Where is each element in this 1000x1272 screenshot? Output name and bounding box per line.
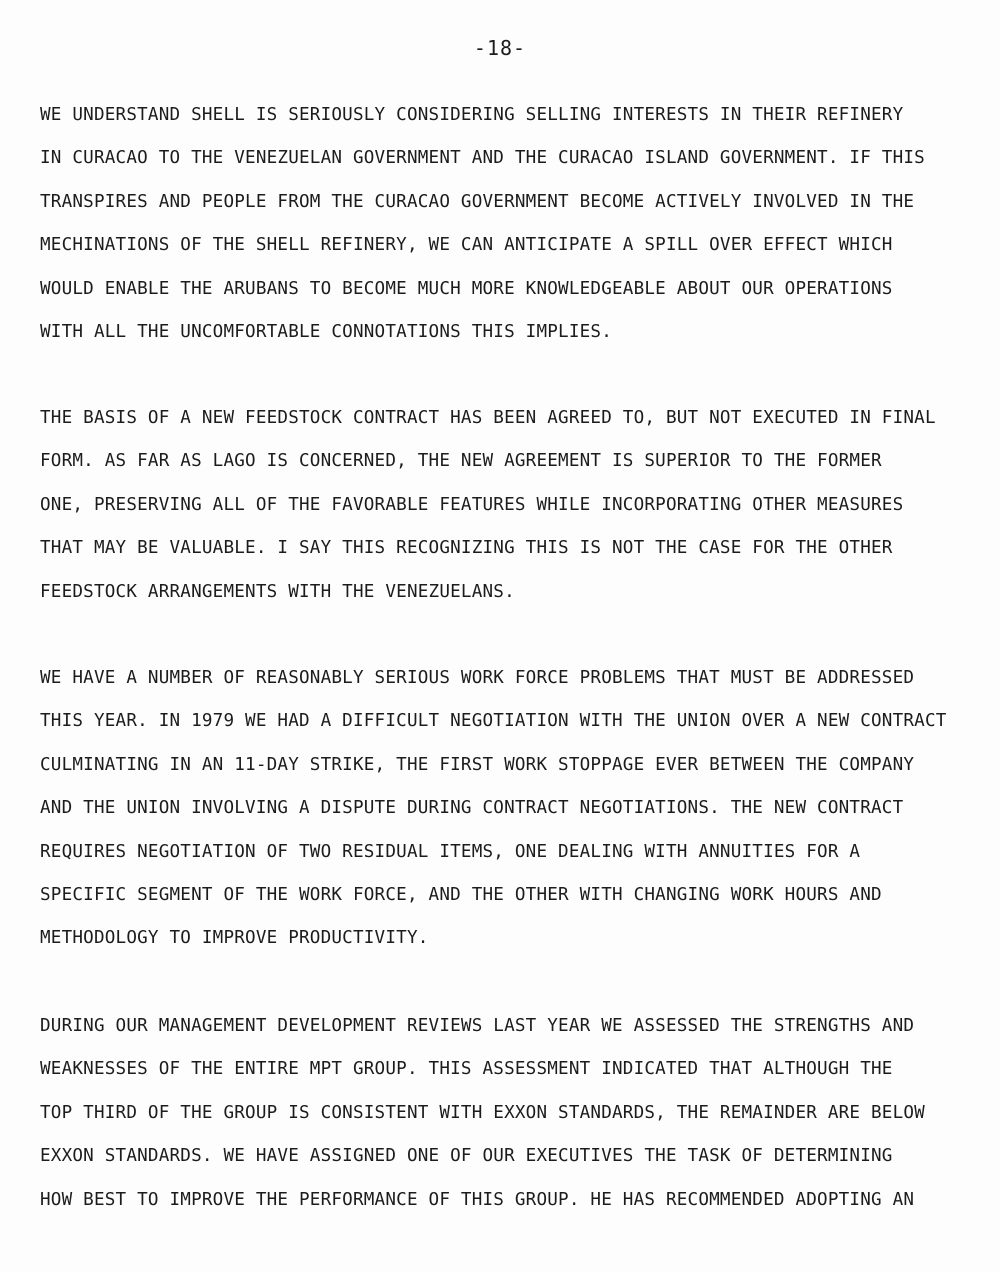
text-line: CULMINATING IN AN 11-DAY STRIKE, THE FIRST WORK STOPPAGE EVER BETWEEN THE COMPANY [40, 754, 915, 775]
text-line: HOW BEST TO IMPROVE THE PERFORMANCE OF THIS GROUP. HE HAS RECOMMENDED ADOPTING AN [40, 1189, 915, 1210]
paragraph-work-force [40, 657, 985, 961]
page-number: -18- [473, 36, 527, 60]
text-line: WITH ALL THE UNCOMFORTABLE CONNOTATIONS THIS IMPLIES. [40, 321, 612, 342]
text-line: MECHINATIONS OF THE SHELL REFINERY, WE CAN ANTICIPATE A SPILL OVER EFFECT WHICH [40, 235, 893, 256]
paragraph-shell-refinery [40, 94, 985, 354]
text-line: THAT MAY BE VALUABLE. I SAY THIS RECOGNIZING THIS IS NOT THE CASE FOR THE OTHER [40, 538, 893, 559]
paragraph-management-development [40, 1005, 985, 1222]
text-line: TOP THIRD OF THE GROUP IS CONSISTENT WITH EXXON STANDARDS, THE REMAINDER ARE BELOW [40, 1102, 925, 1123]
text-line: SPECIFIC SEGMENT OF THE WORK FORCE, AND THE OTHER WITH CHANGING WORK HOURS AND [40, 884, 882, 905]
text-line: DURING OUR MANAGEMENT DEVELOPMENT REVIEWS LAST YEAR WE ASSESSED THE STRENGTHS AND [40, 1016, 915, 1036]
text-line: METHODOLOGY TO IMPROVE PRODUCTIVITY. [40, 928, 429, 949]
text-line: ONE, PRESERVING ALL OF THE FAVORABLE FEATURES WHILE INCORPORATING OTHER MEASURES [40, 494, 904, 515]
text-line: EXXON STANDARDS. WE HAVE ASSIGNED ONE OF OUR EXECUTIVES THE TASK OF DETERMINING [40, 1146, 893, 1167]
text-line: WOULD ENABLE THE ARUBANS TO BECOME MUCH MORE KNOWLEDGEABLE ABOUT OUR OPERATIONS [40, 278, 893, 299]
text-line: THE BASIS OF A NEW FEEDSTOCK CONTRACT HAS BEEN AGREED TO, BUT NOT EXECUTED IN FINAL [40, 408, 936, 428]
text-line: WE UNDERSTAND SHELL IS SERIOUSLY CONSIDERING SELLING INTERESTS IN THEIR REFINERY [40, 105, 904, 125]
text-line: FEEDSTOCK ARRANGEMENTS WITH THE VENEZUELANS. [40, 581, 515, 602]
text-line: THIS YEAR. IN 1979 WE HAD A DIFFICULT NEGOTIATION WITH THE UNION OVER A NEW CONTRACT [40, 711, 947, 732]
text-line: FORM. AS FAR AS LAGO IS CONCERNED, THE NEW AGREEMENT IS SUPERIOR TO THE FORMER [40, 451, 882, 472]
text-line: IN CURACAO TO THE VENEZUELAN GOVERNMENT AND THE CURACAO ISLAND GOVERNMENT. IF THIS [40, 148, 925, 169]
text-line: AND THE UNION INVOLVING A DISPUTE DURING CONTRACT NEGOTIATIONS. THE NEW CONTRACT [40, 798, 904, 819]
text-line: WE HAVE A NUMBER OF REASONABLY SERIOUS WORK FORCE PROBLEMS THAT MUST BE ADDRESSED [40, 668, 915, 688]
paragraph-feedstock-contract [40, 397, 985, 614]
text-line: REQUIRES NEGOTIATION OF TWO RESIDUAL ITEMS, ONE DEALING WITH ANNUITIES FOR A [40, 841, 861, 862]
text-line: TRANSPIRES AND PEOPLE FROM THE CURACAO GOVERNMENT BECOME ACTIVELY INVOLVED IN THE [40, 191, 915, 212]
text-line: WEAKNESSES OF THE ENTIRE MPT GROUP. THIS ASSESSMENT INDICATED THAT ALTHOUGH THE [40, 1059, 893, 1080]
